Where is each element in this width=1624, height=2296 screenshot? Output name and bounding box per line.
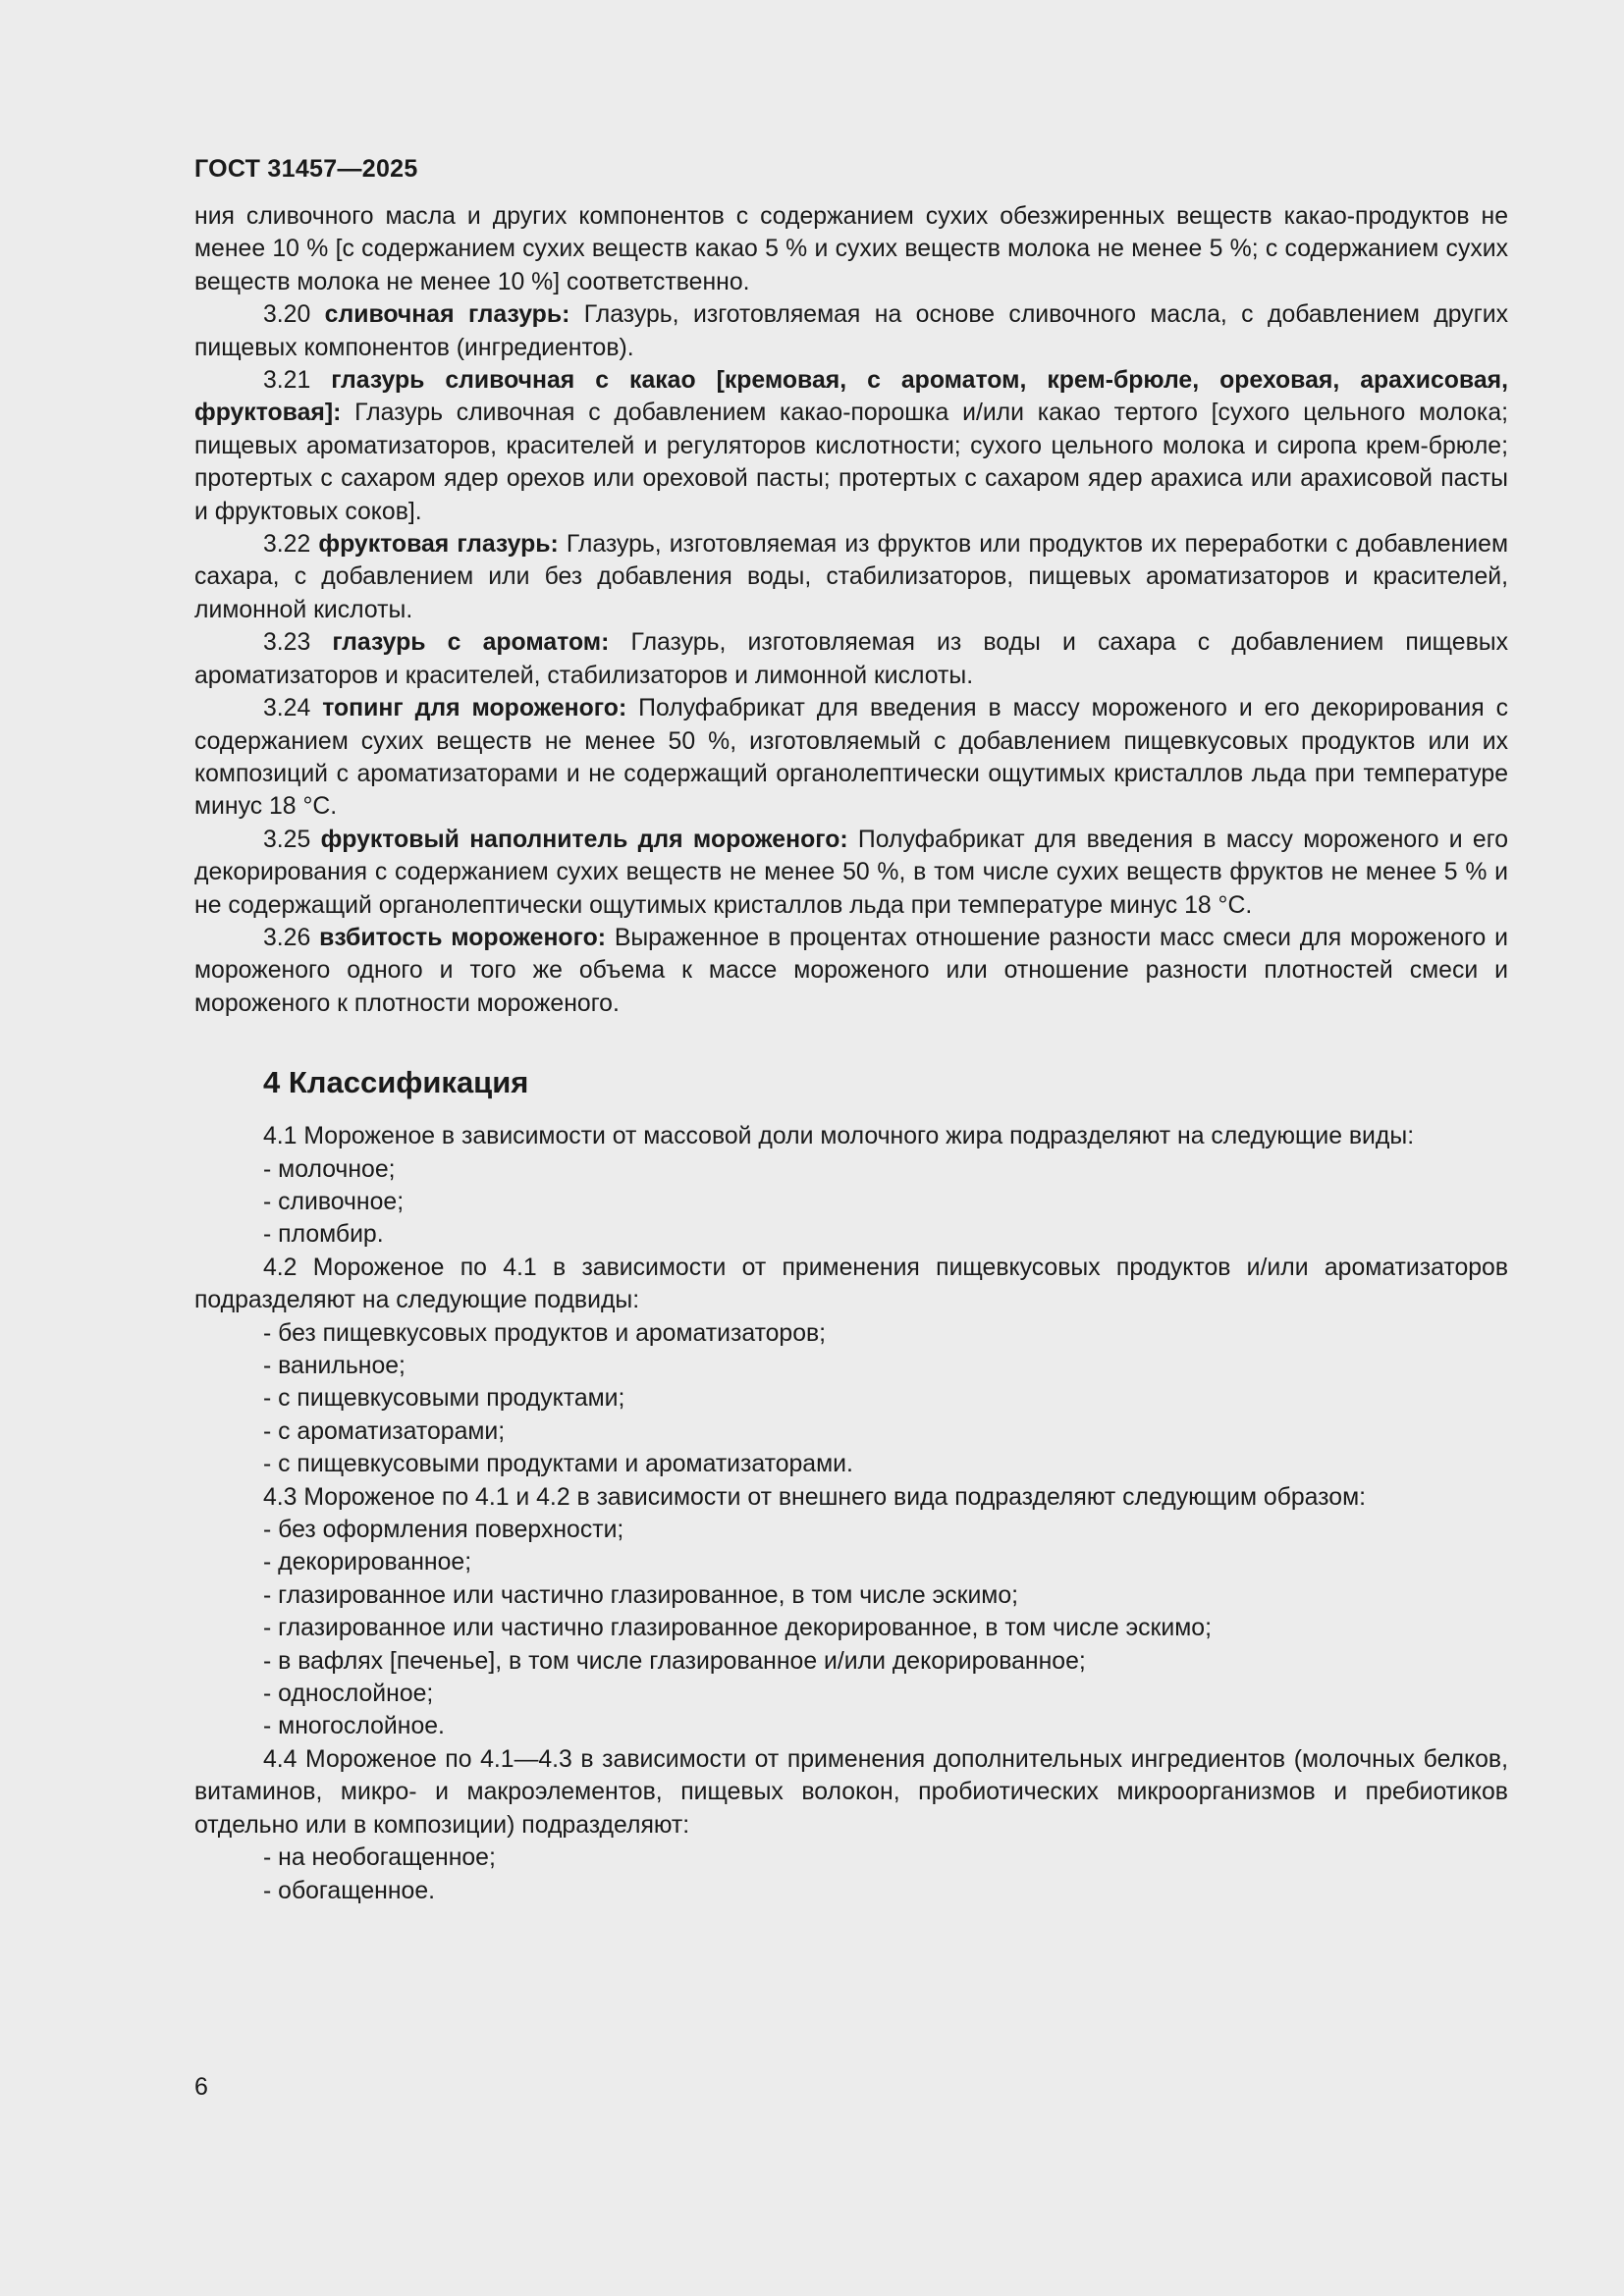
definition-3-24	[194, 692, 1508, 824]
definition-term: топинг для мороженого:	[322, 695, 627, 722]
definition-3-23	[194, 626, 1508, 692]
definition-text: Глазурь сливочная с добавлением какао-порошка и/или какао тертого [сухого цельного молока; пищевых ароматизаторов, красителей и регуляторов кислотности; сухого цельного молока и сиропа крем-брюле; протертых с сахаром ядер орехов или ореховой пасты; протертых с сахаром ядер арахиса или арахисовой пасты и фруктовых соков].	[194, 400, 1508, 525]
list-item: - обогащенное.	[263, 1877, 435, 1904]
definition-term: фруктовая глазурь:	[318, 531, 559, 559]
list-item: - на необогащенное;	[263, 1844, 496, 1872]
list-item: - в вафлях [печенье], в том числе глазированное и/или декорированное;	[263, 1647, 1086, 1675]
list-item: - сливочное;	[263, 1188, 405, 1215]
document-body	[194, 200, 1508, 1907]
list-item: - с пищевкусовыми продуктами;	[263, 1385, 625, 1413]
list-item: - с пищевкусовыми продуктами и ароматизаторами.	[263, 1451, 853, 1478]
definition-term: взбитость мороженого:	[319, 924, 606, 951]
definition-term: сливочная глазурь:	[324, 301, 570, 329]
definition-number: 3.23	[263, 629, 333, 657]
definition-3-25	[194, 824, 1508, 922]
list-item: - с ароматизаторами;	[263, 1417, 506, 1445]
definition-number: 3.22	[263, 531, 319, 559]
page-number: 6	[194, 2073, 208, 2101]
definition-3-21	[194, 364, 1508, 528]
list-item: - пломбир.	[263, 1221, 384, 1249]
definition-3-22	[194, 528, 1508, 626]
definition-number: 3.24	[263, 695, 323, 722]
definition-number: 3.20	[263, 301, 325, 329]
definition-text: Глазурь, изготовляемая на основе сливочного масла, с добавлением других пищевых компонентов (ингредиентов).	[194, 301, 1508, 361]
definition-text: Полуфабрикат для введения в массу мороженого и его декорирования с содержанием сухих веществ не менее 50 %, в том числе сухих веществ фруктов не менее 5 % и не содержащий органолептически ощутимых кристаллов льда при температуре минус 18 °С.	[194, 826, 1509, 919]
definition-3-20	[194, 298, 1508, 364]
list-item: - без оформления поверхности;	[263, 1517, 624, 1544]
list-item: - без пищевкусовых продуктов и ароматизаторов;	[263, 1319, 827, 1347]
clause-4-4: 4.4 Мороженое по 4.1—4.3 в зависимости от применения дополнительных ингредиентов (молочных белков, витаминов, микро- и макроэлементов, пищевых волокон, пробиотических микроорганизмов и пребиотиков отдельно или в композиции) подразделяют:	[194, 1745, 1508, 1839]
definition-term: глазурь сливочная с какао [кремовая, с ароматом, крем-брюле, ореховая, арахисовая, фруктовая]:	[194, 367, 1508, 427]
definition-text: Выраженное в процентах отношение разности масс смеси для мороженого и мороженого одного и того же объема к массе мороженого или отношение разности плотностей смеси и мороженого к плотности мороженого.	[194, 924, 1508, 1017]
section-title: 4 Классификация	[263, 1065, 529, 1100]
list-item: - глазированное или частично глазированное декорированное, в том числе эскимо;	[263, 1615, 1212, 1642]
list-item: - ванильное;	[263, 1353, 406, 1379]
clause-4-2: 4.2 Мороженое по 4.1 в зависимости от применения пищевкусовых продуктов и/или ароматизаторов подразделяют на следующие подвиды:	[194, 1254, 1508, 1314]
list-item: - молочное;	[263, 1155, 396, 1183]
document-page	[194, 147, 1508, 1907]
definition-text: Глазурь, изготовляемая из фруктов или продуктов их переработки с добавлением сахара, с добавлением или без добавления воды, стабилизаторов, пищевых ароматизаторов и красителей, лимонной кислоты.	[194, 531, 1508, 623]
list-item: - декорированное;	[263, 1549, 472, 1576]
definition-3-26	[194, 922, 1508, 1020]
definition-number: 3.25	[263, 826, 321, 853]
clause-4-1: 4.1 Мороженое в зависимости от массовой доли молочного жира подразделяют на следующие виды:	[263, 1123, 1415, 1150]
list-item: - многослойное.	[263, 1713, 445, 1740]
paragraph-continuation: ния сливочного масла и других компонентов с содержанием сухих обезжиренных веществ какао-продуктов не менее 10 % [с содержанием сухих веществ какао 5 % и сухих веществ молока не менее 5 %; с содержанием сухих веществ молока не менее 10 %] соответственно.	[194, 203, 1508, 295]
clause-4-3: 4.3 Мороженое по 4.1 и 4.2 в зависимости от внешнего вида подразделяют следующим образом:	[263, 1483, 1367, 1511]
definition-text: Полуфабрикат для введения в массу мороженого и его декорирования с содержанием сухих веществ не менее 50 %, изготовляемый с добавлением пищевкусовых продуктов или их композиций с ароматизаторами и не содержащий органолептически ощутимых кристаллов льда при температуре минус 18 °С.	[194, 695, 1508, 821]
definition-number: 3.21	[263, 367, 332, 395]
list-item: - однослойное;	[263, 1681, 434, 1708]
definition-term: фруктовый наполнитель для мороженого:	[320, 826, 848, 853]
definition-number: 3.26	[263, 924, 320, 951]
definition-term: глазурь с ароматом:	[332, 629, 610, 657]
definition-text: Глазурь, изготовляемая из воды и сахара с добавлением пищевых ароматизаторов и красителей, стабилизаторов и лимонной кислоты.	[194, 629, 1508, 689]
list-item: - глазированное или частично глазированное, в том числе эскимо;	[263, 1581, 1019, 1609]
document-header: ГОСТ 31457—2025	[194, 155, 418, 183]
